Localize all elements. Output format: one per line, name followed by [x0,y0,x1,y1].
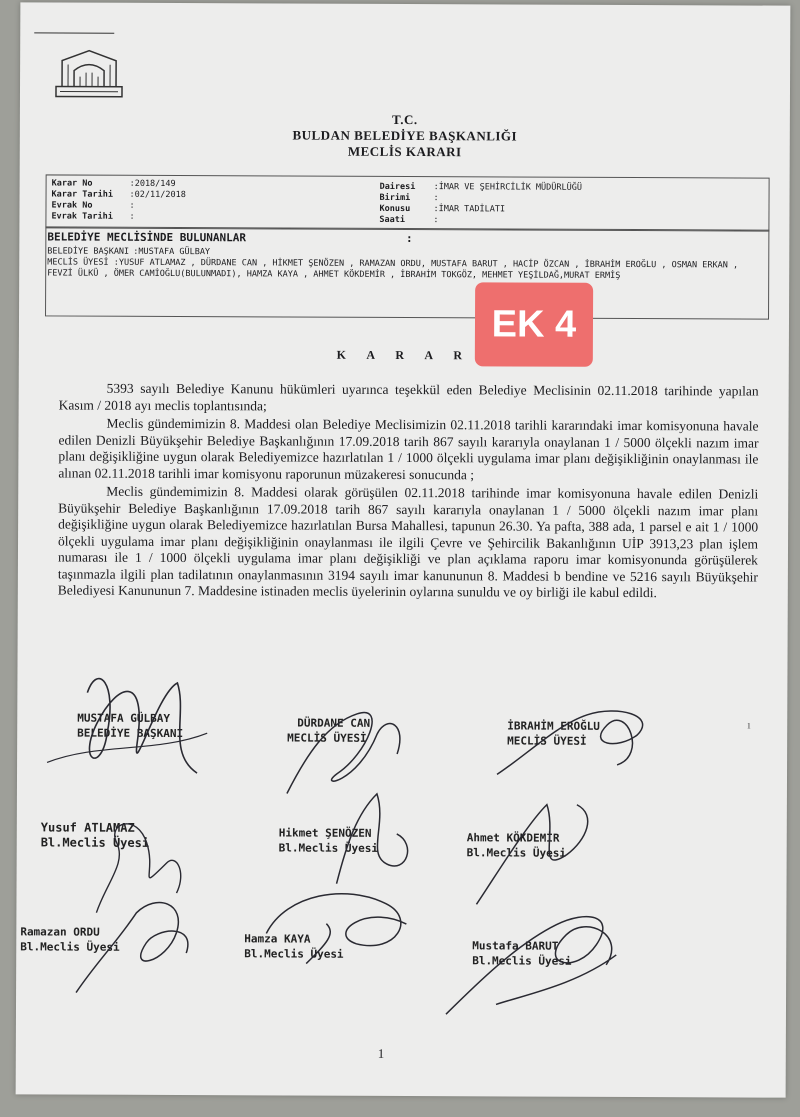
signature-block: Ahmet KÖKDEMİR Bl.Meclis Üyesi [466,831,567,860]
members-line: MECLİS ÜYESİ :YUSUF ATLAMAZ , DÜRDANE CAN , HİKMET ŞENÖZEN , RAMAZAN ORDU, MUSTAFA BARUT , HACİP ÖZCAN , İBRAHİM EROĞLU , OSMAN ERKAN , FEVZİ ÜLKÜ , ÖMER CAMİOĞLU(BULUNMADI), HAMZA KAYA , AHMET KÖKDEMİR , İBRAHİM TOKGÖZ, MEHMET YEŞİLDAĞ,MURAT ERMİŞ [47,257,739,281]
meta-row: Konusu :İMAR TADİLATI [379,203,506,215]
meta-row: Karar Tarihi :02/11/2018 [51,189,186,201]
signature-scribble-icon [267,693,417,804]
meta-row: Karar No :2018/149 [51,178,176,190]
page-number: 1 [377,1045,385,1061]
mayor-line: BELEDİYE BAŞKANI :MUSTAFA GÜLBAY [47,246,211,258]
attendees-list [47,246,767,282]
meta-row: Evrak No : [51,200,135,211]
decision-body [58,380,759,604]
meta-row: Saati : [379,214,439,226]
margin-mark: ı [747,717,751,732]
signature-block: Mustafa BARUT Bl.Meclis Üyesi [472,939,572,968]
signature-block: MUSTAFA GÜLBAY BELEDİYE BAŞKANI [77,711,184,741]
header-tc: T.C. [392,111,418,128]
paragraph: 5393 sayılı Belediye Kanunu hükümleri uyarınca teşekkül eden Belediye Meclisinin 02.11.2018 tarihinde yapılan Kasım / 2018 ayı meclis toplantısında; [58,380,759,413]
signature-block: DÜRDANE CAN MECLİS ÜYESİ [287,716,371,745]
signature-block: Hikmet ŞENÖZEN Bl.Meclis Üyesi [278,826,379,855]
signature-block: İBRAHİM EROĞLU MECLİS ÜYESİ [507,719,600,748]
meta-row: Dairesi :İMAR VE ŞEHİRCİLİK MÜDÜRLÜĞÜ [379,181,583,193]
paragraph: Meclis gündemimizin 8. Maddesi olan Belediye Meclisimizin 02.11.2018 tarihli kararındaki imar komisyonuna havale edilen Denizli Büyükşehir Belediye Başkanlığının 17.09.2018 tarih 867 sayılı kararıyla onaylanan 1 / 5000 ölçekli nazım imar planı değişikliğine uygun olarak Belediyemizce hazırlatılan 1 / 1000 ölçekli uygulama imar planı değişikliğinin onaylanması ile alınan 02.11.2018 tarihli imar komisyonu raporunun müzakeresi sonucunda ; [58,415,759,482]
ek-stamp: EK 4 [475,282,593,367]
council-decision-page [16,2,791,1097]
meta-row: Evrak Tarihi : [51,211,135,222]
meta-right [379,182,582,227]
attendees-title: BELEDİYE MECLİSİNDE BULUNANLAR : [47,230,413,246]
meta-row: Birimi : [379,192,439,204]
header-municipality: BULDAN BELEDİYE BAŞKANLIĞI [292,127,518,144]
municipality-logo-icon [54,46,124,98]
decision-title: K A R A R [336,347,472,363]
signature-block: Ramazan ORDU Bl.Meclis Üyesi [20,925,120,954]
header-decision: MECLİS KARARI [347,143,462,160]
paragraph: Meclis gündemimizin 8. Maddesi olarak görüşülen 02.11.2018 tarihinde imar komisyonuna havale edilen Denizli Büyükşehir Belediye Başkanlığının 17.09.2018 tarih 867 sayılı kararıyla onaylanan 1 / 5000 ölçekli nazım imar planı değişikliğine uygun olarak Belediyemizce hazırlatılan Bursa Mahallesi, tapunun 26.30. Ya pafta, 388 ada, 1 parsel e ait 1 / 1000 ölçekli uygulama imar planı değişikliğinin onaylanması ile ilgili Çevre ve Şehircilik Bakanlığının UİP 3913,23 plan işlem numarası ile 1 / 1000 ölçekli uygulama imar planı değişikliği ve plan açıklama raporu imar komisyonunda görüşülerek taşınmazla ilgili plan tadilatının onaylanmasının 3194 sayılı imar kanununun 8. Maddesi b bendine ve 5216 sayılı Büyükşehir Belediyesi Kanununun 7. Maddesine istinaden meclis üyelerinin oylarına sunuldu ve oy birliği ile kabul edildi. [57,483,759,601]
signature-block: Hamza KAYA Bl.Meclis Üyesi [244,932,344,961]
corner-rule [34,32,114,33]
meta-left [51,178,185,223]
signature-scribble-icon [246,873,436,984]
signature-block: Yusuf ATLAMAZ Bl.Meclis Üyesi [40,820,150,850]
